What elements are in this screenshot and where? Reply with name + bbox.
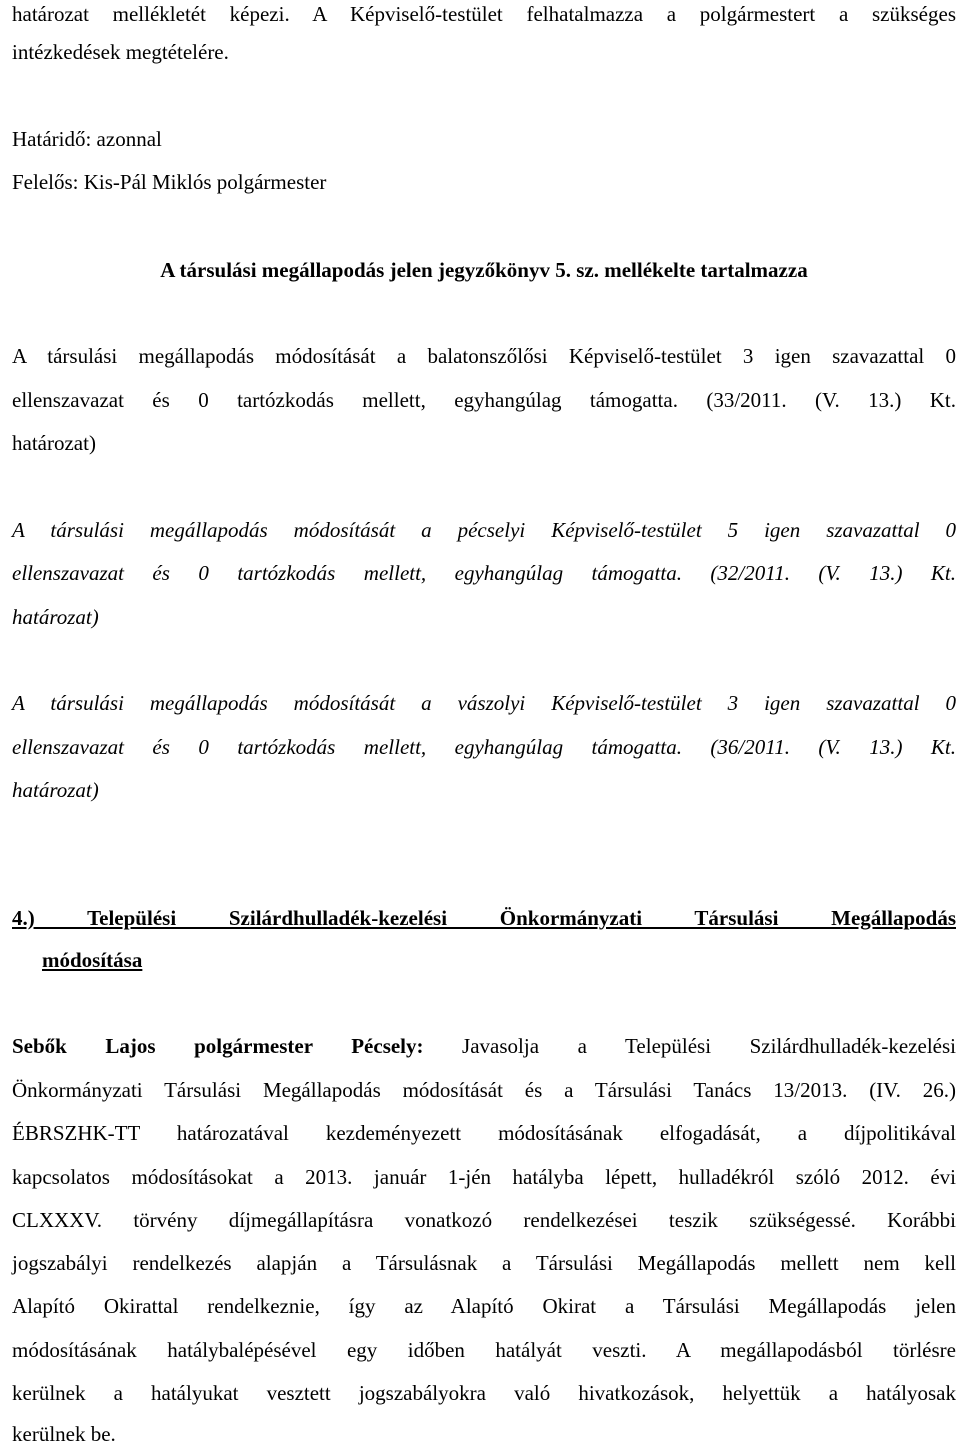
resolution-1-line-3: határozat) — [12, 431, 96, 455]
deadline-text: Határidő: azonnal — [12, 127, 162, 151]
resolution-2-line-2: ellenszavazat és 0 tartózkodás mellett, egyhangúlag támogatta. (32/2011. (V. 13.) Kt. — [12, 561, 956, 585]
resolution-2-line-1: A társulási megállapodás módosítását a pécselyi Képviselő-testület 5 igen szavazattal 0 — [12, 518, 956, 542]
annex-note: A társulási megállapodás jelen jegyzőkönyv 5. sz. mellékelte tartalmazza — [160, 258, 808, 282]
section-heading-line-2: módosítása — [42, 948, 143, 972]
intro-line-1: határozat mellékletét képezi. A Képviselő-testület felhatalmazza a polgármestert a szükséges — [12, 2, 956, 26]
speech-line-1 — [12, 1032, 956, 1060]
resolution-3-line-3: határozat) — [12, 778, 99, 802]
intro-line-2: intézkedések megtételére. — [12, 40, 229, 64]
speaker-name: Sebők Lajos polgármester Pécsely: — [12, 1034, 424, 1058]
section-heading-line-1: 4.) Települési Szilárdhulladék-kezelési Önkormányzati Társulási Megállapodás — [12, 906, 956, 930]
resolution-1-line-2: ellenszavazat és 0 tartózkodás mellett, egyhangúlag támogatta. (33/2011. (V. 13.) Kt. — [12, 388, 956, 412]
speech-line: kerülnek a hatályukat vesztett jogszabályokra való hivatkozások, helyettük a hatályosak — [12, 1381, 956, 1405]
speech-line: kapcsolatos módosításokat a 2013. január 1-jén hatályba lépett, hulladékról szóló 2012. évi — [12, 1165, 956, 1189]
speech-line: Alapító Okirattal rendelkeznie, így az Alapító Okirat a Társulási Megállapodás jelen — [12, 1294, 956, 1318]
speech-line: jogszabályi rendelkezés alapján a Társulásnak a Társulási Megállapodás mellett nem kell — [12, 1251, 956, 1275]
resolution-2-line-3: határozat) — [12, 605, 99, 629]
resolution-3-line-2: ellenszavazat és 0 tartózkodás mellett, egyhangúlag támogatta. (36/2011. (V. 13.) Kt. — [12, 735, 956, 759]
speech-line: CLXXXV. törvény díjmegállapításra vonatkozó rendelkezései teszik szükségessé. Korábbi — [12, 1208, 956, 1232]
speech-last-line: kerülnek be. — [12, 1422, 116, 1446]
responsible-text: Felelős: Kis-Pál Miklós polgármester — [12, 170, 327, 194]
resolution-1-line-1: A társulási megállapodás módosítását a balatonszőlősi Képviselő-testület 3 igen szavazattal 0 — [12, 344, 956, 368]
resolution-3-line-1: A társulási megállapodás módosítását a vászolyi Képviselő-testület 3 igen szavazattal 0 — [12, 691, 956, 715]
speech-line: Önkormányzati Társulási Megállapodás módosítását és a Társulási Tanács 13/2013. (IV. 26.) — [12, 1078, 956, 1102]
speech-line: módosításának hatálybalépésével egy időben hatályát veszti. A megállapodásból törlésre — [12, 1338, 956, 1362]
speech-line: ÉBRSZHK-TT határozatával kezdeményezett módosításának elfogadását, a díjpolitikával — [12, 1121, 956, 1145]
speech-line-1-rest: Javasolja a Települési Szilárdhulladék-kezelési — [423, 1034, 956, 1058]
